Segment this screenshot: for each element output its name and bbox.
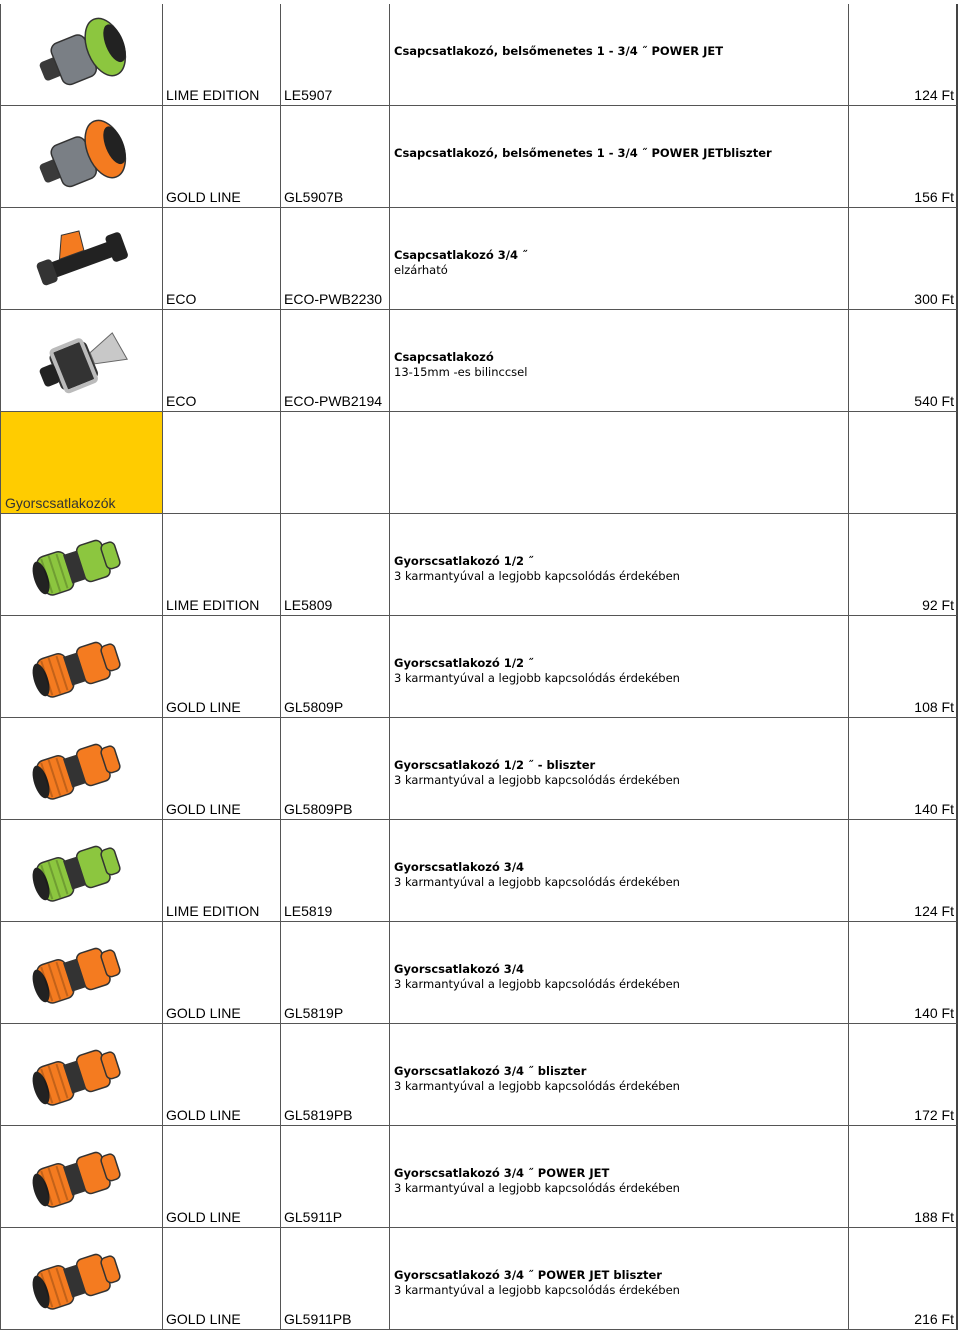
product-line-cell (163, 4, 281, 106)
product-image-cell (0, 616, 163, 718)
product-line-cell (163, 1228, 281, 1330)
product-title: Gyorscsatlakozó 1/2 ˝ (394, 656, 534, 670)
product-subtitle: elzárható (394, 263, 448, 277)
product-row (0, 1228, 960, 1330)
product-price-cell (849, 1126, 958, 1228)
product-price-cell (849, 106, 958, 208)
product-price-cell (849, 514, 958, 616)
product-line: GOLD LINE (166, 189, 241, 205)
product-price-cell (849, 310, 958, 412)
product-line-cell (163, 1126, 281, 1228)
product-price: 156 Ft (914, 189, 954, 205)
product-price: 108 Ft (914, 699, 954, 715)
product-code: LE5809 (284, 597, 333, 613)
empty-cell (390, 412, 849, 514)
product-row (0, 106, 960, 208)
product-code: GL5819P (284, 1005, 344, 1021)
product-title: Gyorscsatlakozó 1/2 ˝ (394, 554, 534, 568)
product-image-cell (0, 1228, 163, 1330)
product-price: 140 Ft (914, 801, 954, 817)
product-description-cell (390, 718, 849, 820)
empty-cell (849, 412, 958, 514)
product-title: Gyorscsatlakozó 1/2 ˝ - bliszter (394, 758, 596, 772)
product-price-cell (849, 718, 958, 820)
empty-cell (163, 412, 281, 514)
product-price: 188 Ft (914, 1209, 954, 1225)
product-price: 172 Ft (914, 1107, 954, 1123)
product-row (0, 1126, 960, 1228)
tap-connector-orange-icon (1, 106, 164, 208)
product-code: LE5819 (284, 903, 333, 919)
product-title: Csapcsatlakozó 3/4 ˝ (394, 248, 528, 262)
product-row (0, 514, 960, 616)
product-line: GOLD LINE (166, 1311, 241, 1327)
product-row (0, 310, 960, 412)
product-image-cell (0, 514, 163, 616)
product-price-cell (849, 922, 958, 1024)
product-image-cell (0, 820, 163, 922)
product-line-cell (163, 1024, 281, 1126)
product-code: GL5907B (284, 189, 344, 205)
product-title: Gyorscsatlakozó 3/4 (394, 860, 525, 874)
product-title: Csapcsatlakozó, belsőmenetes 1 - 3/4 ˝ POWER JET (394, 44, 724, 58)
product-subtitle: 3 karmantyúval a legjobb kapcsolódás érdekében (394, 1283, 680, 1297)
product-title: Gyorscsatlakozó 3/4 ˝ POWER JET (394, 1166, 610, 1180)
quick-connector-orange-icon (1, 922, 164, 1024)
product-row (0, 208, 960, 310)
product-subtitle: 3 karmantyúval a legjobb kapcsolódás érdekében (394, 671, 680, 685)
product-image-cell (0, 208, 163, 310)
product-line: LIME EDITION (166, 903, 260, 919)
product-image-cell (0, 1126, 163, 1228)
product-code: GL5911P (284, 1209, 343, 1225)
product-line: GOLD LINE (166, 1209, 241, 1225)
product-description-cell (390, 4, 849, 106)
product-code-cell (281, 1126, 390, 1228)
product-subtitle: 3 karmantyúval a legjobb kapcsolódás érdekében (394, 569, 680, 583)
product-row (0, 616, 960, 718)
product-description-cell (390, 922, 849, 1024)
product-description-cell (390, 616, 849, 718)
product-image-cell (0, 718, 163, 820)
product-subtitle: 3 karmantyúval a legjobb kapcsolódás érdekében (394, 875, 680, 889)
section-cell (0, 412, 163, 514)
quick-connector-lime-icon (1, 514, 164, 616)
product-image-cell (0, 922, 163, 1024)
product-line-cell (163, 208, 281, 310)
product-code: GL5809PB (284, 801, 353, 817)
product-code: GL5809P (284, 699, 344, 715)
product-line: GOLD LINE (166, 1107, 241, 1123)
tap-connector-valve-icon (1, 208, 164, 310)
quick-connector-orange-icon (1, 1228, 164, 1330)
product-price: 140 Ft (914, 1005, 954, 1021)
product-code-cell (281, 718, 390, 820)
product-description-cell (390, 1024, 849, 1126)
product-image-cell (0, 106, 163, 208)
product-code-cell (281, 106, 390, 208)
product-description-cell (390, 1228, 849, 1330)
quick-connector-orange-icon (1, 1126, 164, 1228)
product-subtitle: 3 karmantyúval a legjobb kapcsolódás érdekében (394, 977, 680, 991)
tap-connector-lime-icon (1, 4, 164, 106)
product-price: 300 Ft (914, 291, 954, 307)
product-code-cell (281, 1024, 390, 1126)
product-price-cell (849, 1228, 958, 1330)
product-row (0, 1024, 960, 1126)
product-subtitle: 3 karmantyúval a legjobb kapcsolódás érdekében (394, 1079, 680, 1093)
product-image-cell (0, 4, 163, 106)
product-code-cell (281, 310, 390, 412)
product-line-cell (163, 514, 281, 616)
product-title: Gyorscsatlakozó 3/4 (394, 962, 525, 976)
product-code: GL5819PB (284, 1107, 353, 1123)
product-image-cell (0, 1024, 163, 1126)
product-description-cell (390, 310, 849, 412)
product-code-cell (281, 922, 390, 1024)
product-price-cell (849, 616, 958, 718)
product-description-cell (390, 208, 849, 310)
product-line: LIME EDITION (166, 87, 260, 103)
product-price: 540 Ft (914, 393, 954, 409)
product-code: LE5907 (284, 87, 333, 103)
product-price: 124 Ft (914, 903, 954, 919)
product-line-cell (163, 106, 281, 208)
product-price-cell (849, 1024, 958, 1126)
product-price-cell (849, 820, 958, 922)
product-price-cell (849, 208, 958, 310)
quick-connector-orange-icon (1, 718, 164, 820)
product-code-cell (281, 4, 390, 106)
product-line-cell (163, 922, 281, 1024)
product-price: 216 Ft (914, 1311, 954, 1327)
product-code: ECO-PWB2230 (284, 291, 383, 307)
product-code-cell (281, 514, 390, 616)
product-line-cell (163, 616, 281, 718)
product-line: GOLD LINE (166, 1005, 241, 1021)
product-price: 124 Ft (914, 87, 954, 103)
quick-connector-orange-icon (1, 1024, 164, 1126)
product-line: GOLD LINE (166, 801, 241, 817)
product-code-cell (281, 616, 390, 718)
section-label: Gyorscsatlakozók (5, 495, 116, 511)
product-price-cell (849, 4, 958, 106)
product-row (0, 4, 960, 106)
product-line: ECO (166, 393, 197, 409)
product-title: Csapcsatlakozó (394, 350, 494, 364)
product-subtitle: 3 karmantyúval a legjobb kapcsolódás érdekében (394, 773, 680, 787)
product-code-cell (281, 820, 390, 922)
section-header-row (0, 412, 960, 514)
product-line-cell (163, 310, 281, 412)
product-row (0, 922, 960, 1024)
product-code-cell (281, 208, 390, 310)
product-subtitle: 13-15mm -es bilinccsel (394, 365, 528, 379)
product-description-cell (390, 514, 849, 616)
product-line-cell (163, 820, 281, 922)
product-title: Gyorscsatlakozó 3/4 ˝ bliszter (394, 1064, 587, 1078)
product-description-cell (390, 106, 849, 208)
product-line: LIME EDITION (166, 597, 260, 613)
product-description-cell (390, 1126, 849, 1228)
product-code: ECO-PWB2194 (284, 393, 383, 409)
empty-cell (281, 412, 390, 514)
product-code: GL5911PB (284, 1311, 352, 1327)
product-row (0, 820, 960, 922)
product-row (0, 718, 960, 820)
product-image-cell (0, 310, 163, 412)
quick-connector-orange-icon (1, 616, 164, 718)
product-description-cell (390, 820, 849, 922)
tap-connector-clamp-icon (1, 310, 164, 412)
product-code-cell (281, 1228, 390, 1330)
quick-connector-lime-icon (1, 820, 164, 922)
product-line-cell (163, 718, 281, 820)
product-title: Csapcsatlakozó, belsőmenetes 1 - 3/4 ˝ POWER JETbliszter (394, 146, 772, 160)
product-price: 92 Ft (922, 597, 954, 613)
product-line: GOLD LINE (166, 699, 241, 715)
product-subtitle: 3 karmantyúval a legjobb kapcsolódás érdekében (394, 1181, 680, 1195)
product-line: ECO (166, 291, 197, 307)
product-title: Gyorscsatlakozó 3/4 ˝ POWER JET bliszter (394, 1268, 662, 1282)
